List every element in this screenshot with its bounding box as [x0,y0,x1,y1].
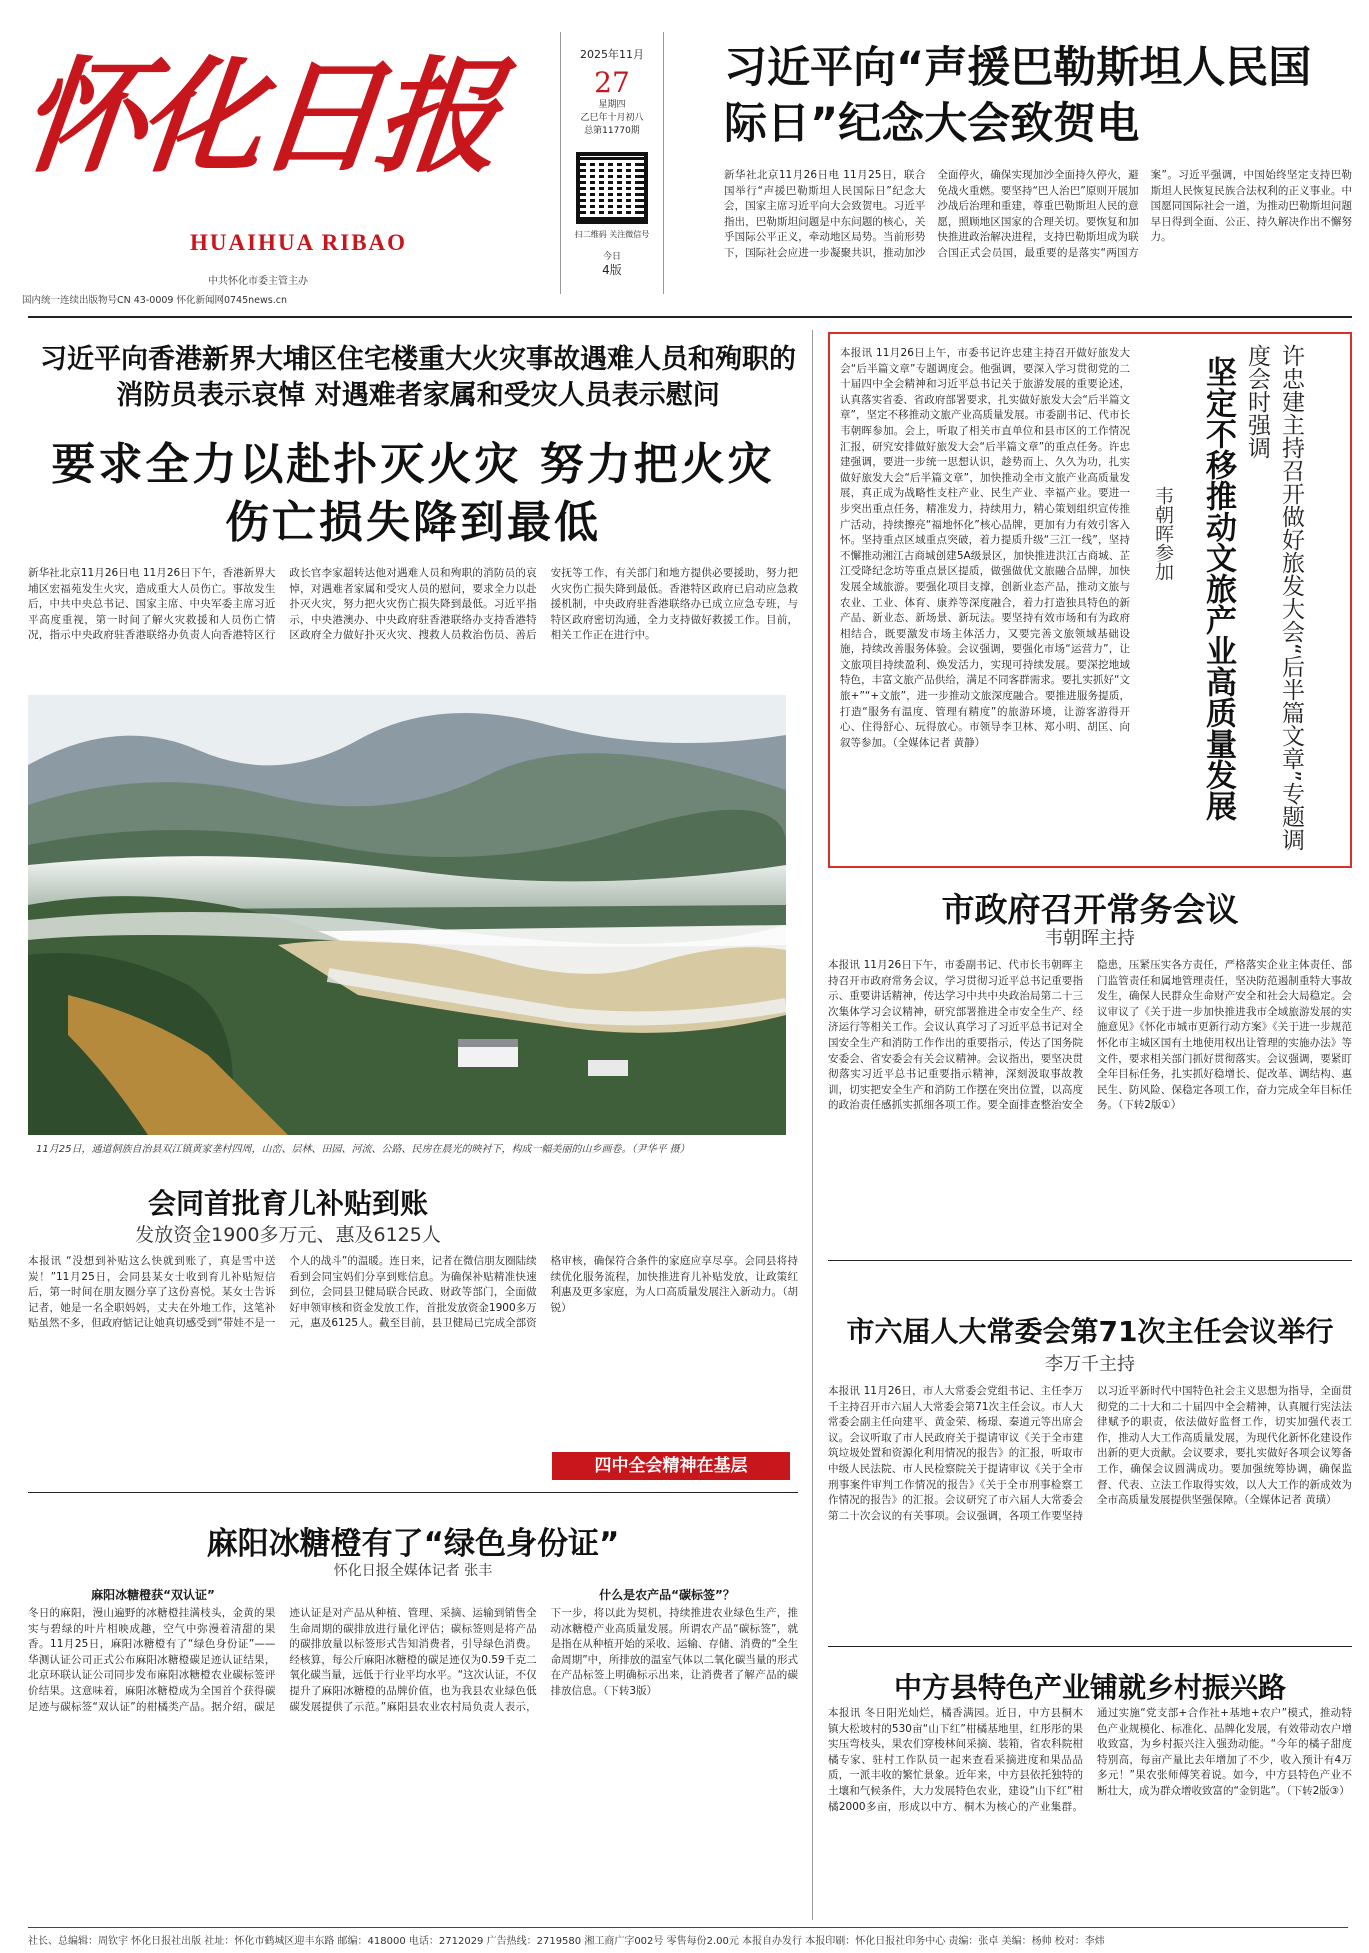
masthead-registration: 国内统一连续出版物号CN 43-0009 怀化新闻网0745news.cn [22,295,287,306]
top-story-body: 新华社北京11月26日电 11月25日，联合国举行“声援巴勒斯坦人民国际日”纪念大会，国家主席习近平向大会致贺电。习近平指出，巴勒斯坦问题是中东问题的核心，关乎国际公平正义，牵动地区局势。当前形势下，国际社会应进一步凝聚共识，推动加沙全面停火，确保实现加沙全面持久停火，避免战火重燃。要坚持“巴人治巴”原则开展加沙战后治理和重建，尊重巴勒斯坦人民的意愿，照顾地区国家的合理关切。要恢复和加快推进政治解决进程，支持巴勒斯坦成为联合国正式会员国，最重要的是落实“两国方案”。习近平强调，中国始终坚定支持巴勒斯坦人民恢复民族合法权利的正义事业。中国愿同国际社会一道，为推动巴勒斯坦问题早日得到全面、公正、持久解决作出不懈努力。 [724,169,1352,259]
photo-caption: 11月25日，通道侗族自治县双江镇黄家垄村四周，山峦、层林、田园、河流、公路、民房在晨光的映衬下，构成一幅美丽的山乡画卷。（尹华平 摄） [36,1144,690,1155]
fire-story-headline: 要求全力以赴扑灭火灾 努力把火灾伤亡损失降到最低 [51,439,775,548]
tourism-story-byline: 韦朝晖参加 [1152,486,1174,581]
issue-number: 总第11770期 [584,126,640,136]
mayang-story-byline: 怀化日报全媒体记者 张丰 [333,1563,493,1579]
childcare-divider [28,1492,798,1493]
govt-meeting-headline: 市政府召开常务会议 [941,890,1239,929]
zhongfang-story-body: 本报讯 冬日阳光灿烂，橘香满园。近日，中方县桐木镇大松坡村的530亩“山下红”柑橘基地里，红彤彤的果实压弯枝头，果农们穿梭林间采摘、装箱，省农科院柑橘专家、驻村工作队员一起来查看采摘进度和果品品质，一派丰收的繁忙景象。近年来，中方县依托独特的土壤和气候条件，大力发展特色农业，建设“山下红”柑橘2000多亩，形成以中方、桐木为核心的产业集群。通过实施“党支部+合作社+基地+农户”模式，推动特色产业规模化、标准化、品牌化发展，有效带动农户增收致富，为乡村振兴注入强劲动能。“今年的橘子甜度特别高，每亩产量比去年增加了不少，收入预计有4万多元！”果农张师傅笑着说。如今，中方县特色产业不断壮大，成为群众增收致富的“金钥匙”。（下转2版③） [828,1707,1352,1813]
issue-year-month: 2025年11月 [580,48,644,61]
childcare-story-subhead: 发放资金1900多万元、惠及6125人 [135,1224,441,1246]
column-divider [812,330,813,1920]
tourism-story-box [828,332,1352,868]
masthead-publisher: 中共怀化市委主管主办 [208,276,308,287]
landscape-photo-image [28,695,786,1135]
top-story-headline: 习近平向“声援巴勒斯坦人民国际日”纪念大会致贺电 [724,43,1312,149]
npc-meeting-body: 本报讯 11月26日，市人大常委会党组书记、主任李万千主持召开市六届人大常委会第71次主任会议。市人大常委会副主任向建平、黄金荣、杨璟、秦道元等出席会议。会议听取了市人民政府关于提请审议《关于全市建筑垃圾处置和资源化利用情况的报告》的汇报，听取市中级人民法院、市人民检察院关于提请审议《关于全市刑事案件审判工作情况的报告》《关于全市刑事检察工作情况的报告》的汇报。会议研究了市六届人大常委会第二十次会议的有关事项。会议强调，各项工作要坚持以习近平新时代中国特色社会主义思想为指导，全面贯彻党的二十大和二十届四中全会精神，认真履行宪法法律赋予的职责，依法做好监督工作，切实加强代表工作，推动人大工作高质量发展，为现代化新怀化建设作出新的更大贡献。会议要求，要扎实做好各项会议筹备工作，确保会议圆满成功。要加强统筹协调，确保监督、代表、立法工作取得实效，以人大工作的新成效为全市高质量发展提供坚强保障。（全媒体记者 黄璜） [828,1385,1352,1522]
qr-code-icon[interactable] [576,152,648,224]
mayang-story-body: 冬日的麻阳，漫山遍野的冰糖橙挂满枝头，金黄的果实与碧绿的叶片相映成趣，空气中弥漫着清甜的果香。11月25日，麻阳冰糖橙有了“绿色身份证”——华测认证公司正式公布麻阳冰糖橙碳足迹认证结果，北京环联认证公司同步发布麻阳冰糖橙农业碳标签评价结果。这意味着，麻阳冰糖橙成为全国首个获得碳足迹与碳标签“双认证”的柑橘类产品。据介绍，碳足迹认证是对产品从种植、管理、采摘、运输到销售全生命周期的碳排放进行量化评估；碳标签则是将产品的碳排放量以标签形式告知消费者，引导绿色消费。经核算，每公斤麻阳冰糖橙的碳足迹仅为0.59千克二氧化碳当量，远低于行业平均水平。“这次认证，不仅提升了麻阳冰糖橙的品牌价值，也为我县农业绿色低碳发展提供了示范。”麻阳县农业农村局负责人表示，下一步，将以此为契机，持续推进农业绿色生产，推动冰糖橙产业高质量发展。所谓农产品“碳标签”，就是指在从种植开始的采收、运输、存储、消费的“全生命周期”中，所排放的温室气体以二氧化碳当量的形式在产品标签上明确标示出来，让消费者了解产品的碳排放信息。（下转3版） [28,1607,798,1713]
mayang-story-headline: 麻阳冰糖橙有了“绿色身份证” [206,1526,620,1562]
masthead-pinyin: HUAIHUA RIBAO [190,230,408,255]
fire-story-intro: 习近平向香港新界大埔区住宅楼重大火灾事故遇难人员和殉职的消防员表示哀悼 对遇难者家属和受灾人员表示慰问 [40,344,796,411]
tourism-story-body: 本报讯 11月26日上午，市委书记许忠建主持召开做好旅发大会“后半篇文章”专题调度会。他强调，要深入学习贯彻党的二十届四中全会精神和习近平总书记关于旅游发展的重要论述，认真落实省委、省政府部署要求，扎实做好旅发大会“后半篇文章”，坚定不移推动文旅产业高质量发展。市委副书记、代市长韦朝晖参加。会上，听取了相关市直单位和县市区的工作情况汇报，研究安排做好旅发大会“后半篇文章”的重点任务。许忠建强调，要进一步统一思想认识，趁势而上、久久为功，扎实做好旅发大会“后半篇文章”，加快推动全市文旅产业高质量发展，真正成为战略性支柱产业、民生产业、幸福产业。要进一步突出重点任务，精准发力，持续用力，精心策划组织宣传推广活动，持续擦亮“福地怀化”核心品牌，更加有力有效引客入怀。坚持重点区域重点突破，着力提质升级“三江一线”，坚持不懈推动湘江古商城创建5A级景区，加快推进洪江古商城、芷江受降纪念坊等重点景区提质，做强做优文旅融合品牌，加快发展全域旅游。要强化项目支撑，创新业态产品，推动文旅与农业、工业、体育、康养等深度融合，着力打造独具特色的新产品、新业态、新场景、新玩法。要坚持有效市场和有为政府相结合，既要激发市场主体活力，又要完善文旅领域基础设施，持续改善服务体验。会议强调，要强化市场“运营力”，让文旅项目持续盈利、焕发活力，实现可持续发展。要深挖地域特色，丰富文旅产品供给，满足不同客群需求。要扎实抓好“文旅+”“+文旅”，进一步推动文旅深度融合。要推进服务提质，打造“服务有温度、管理有精度”的旅游环境，让游客游得开心、住得舒心、玩得放心。市领导李卫林、郑小明、胡匡、向叙等参加。（全媒体记者 黄静） [840,347,1130,749]
govt-meeting-body: 本报讯 11月26日下午，市委副书记、代市长韦朝晖主持召开市政府常务会议，学习贯彻习近平总书记重要指示、重要讲话精神，传达学习中共中央政治局第二十三次集体学习会议精神，研究部署推进全市安全生产、经济运行等相关工作。会议认真学习了习近平总书记对全国安全生产和消防工作作出的重要指示，传达了国务院安委会、省安委会有关会议精神。会议指出，要坚决贯彻落实习近平总书记重要指示精神，深刻汲取事故教训，切实把安全生产和消防工作摆在突出位置，以高度的政治责任感抓实抓细各项工作。要全面排查整治安全隐患，压紧压实各方责任，严格落实企业主体责任、部门监管责任和属地管理责任，坚决防范遏制重特大事故发生，确保人民群众生命财产安全和社会大局稳定。会议审议了《关于进一步加快推进我市全域旅游发展的实施意见》《怀化市城市更新行动方案》《关于进一步规范怀化市主城区国有土地使用权出让管理的实施办法》等文件，要求相关部门抓好贯彻落实。会议强调，要紧盯全年目标任务，扎实抓好稳增长、促改革、调结构、惠民生、防风险、保稳定各项工作，奋力完成全年目标任务。（下转2版①） [828,959,1352,1112]
govt-meeting-byline: 韦朝晖主持 [1045,928,1135,949]
header-divider [28,316,1352,318]
masthead-title: 怀化日报 [14,45,502,190]
govt-meeting-divider [828,1260,1352,1261]
date-box [560,32,664,294]
mayang-subsection-2: 什么是农产品“碳标签”？ [599,1588,735,1602]
childcare-story-body: 本报讯 “没想到补贴这么快就到账了，真是雪中送炭！”11月25日，会同县某女士收到育儿补贴短信后，第一时间在朋友圈分享了这份喜悦。某女士告诉记者，她是一名全职妈妈，丈夫在外地工作，这笔补贴虽然不多，但政府惦记让她真切感受到“带娃不是一个人的战斗”的温暖。连日来，记者在微信朋友圈陆续看到会同宝妈们分享到账信息。为确保补贴精准快速到位，会同县卫健局联合民政、财政等部门，全面做好申领审核和资金发放工作，首批发放资金1900多万元，惠及6125人。截至目前，县卫健局已完成全部资格审核，确保符合条件的家庭应享尽享。会同县将持续优化服务流程，加快推进育儿补贴发放，让政策红利惠及更多家庭，为人口高质量发展注入新动力。（胡锐） [28,1255,798,1330]
issue-lunar-date: 乙巳年十月初八 [580,113,644,123]
special-section-label: 四中全会精神在基层 [552,1452,790,1480]
issue-weekday: 星期四 [598,100,626,110]
tourism-story-headline: 坚定不移推动文旅产业高质量发展 [1200,356,1236,821]
childcare-story-headline: 会同首批育儿补贴到账 [147,1187,428,1220]
page-count: 4版 [602,263,622,277]
npc-meeting-headline: 市六届人大常委会第71次主任会议举行 [846,1315,1334,1348]
qr-caption: 扫二维码 关注微信号 [574,230,650,239]
issue-day: 27 [594,66,630,99]
landscape-photo [28,695,786,1135]
npc-meeting-divider [828,1646,1352,1647]
tourism-story-subhead: 许忠建主持召开做好旅发大会“后半篇文章”专题调度会时强调 [1244,344,1304,851]
npc-meeting-byline: 李万千主持 [1045,1354,1135,1375]
fire-story-body: 新华社北京11月26日电 11月26日下午，香港新界大埔区宏福苑发生火灾，造成重大人员伤亡。事故发生后，中共中央总书记、国家主席、中央军委主席习近平高度重视，第一时间了解火灾救援和人员伤亡情况，指示中央政府驻香港联络办负责人向香港特区行政长官李家超转达他对遇难人员和殉职的消防员的哀悼，对遇难者家属和受灾人员的慰问，要求全力以赴扑灭火灾，努力把火灾伤亡损失降到最低。习近平指示，中央港澳办、中央政府驻香港联络办支持香港特区政府全力做好扑灭火灾、搜救人员救治伤员、善后安抚等工作，有关部门和地方提供必要援助，努力把火灾伤亡损失降到最低。香港特区政府已启动应急救援机制，中央政府驻香港联络办已成立应急专班，与特区政府密切沟通，全力支持做好救援工作。目前，相关工作正在进行中。 [28,567,798,642]
page-footer: 社长、总编辑：周钦宇 怀化日报社出版 社址：怀化市鹤城区迎丰东路 邮编：418000 电话：2712029 广告热线：2719580 湘工商广字002号 零售每份2.00元 本报自办发行 本报印刷：怀化日报社印务中心 责编：张卓 美编：杨帅 校对：李炜 [28,1927,1348,1947]
mayang-subsection-1: 麻阳冰糖橙获“双认证” [91,1588,215,1602]
zhongfang-story-headline: 中方县特色产业铺就乡村振兴路 [893,1671,1286,1704]
today-label: 今日 [602,252,621,262]
